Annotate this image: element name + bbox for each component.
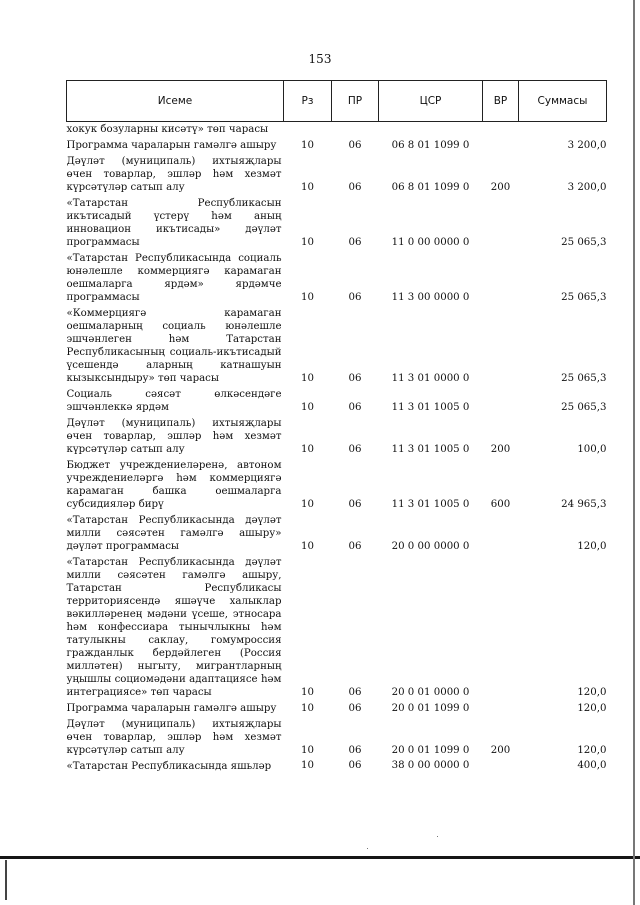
row-sum: 120,0 [577, 745, 607, 756]
row-vr [483, 759, 519, 775]
row-pr: 06 [348, 292, 362, 303]
row-vr [483, 138, 519, 154]
row-name: «Татарстан Республикасында яшьләр [66, 761, 272, 772]
row-sum: 120,0 [577, 687, 607, 698]
header-sum: Суммасы [519, 81, 607, 122]
row-sum: 100,0 [577, 444, 607, 455]
row-csr [379, 122, 483, 139]
row-rz: 10 [301, 745, 314, 756]
header-pr: ПР [332, 81, 379, 122]
table-row [67, 701, 607, 717]
row-rz: 10 [301, 541, 314, 552]
row-rz: 10 [301, 373, 314, 384]
row-pr: 06 [348, 499, 362, 510]
row-sum: 3 200,0 [567, 140, 607, 151]
budget-table [66, 80, 607, 775]
row-sum: 25 065,3 [561, 292, 607, 303]
row-name: Программа чараларын гамәлгә ашыру [66, 703, 277, 714]
row-vr [483, 122, 519, 139]
row-rz: 10 [301, 687, 314, 698]
header-csr: ЦСР [379, 81, 483, 122]
row-name: хокук бозуларны кисәтү» төп чарасы [66, 124, 269, 135]
row-name: «Татарстан Республикасында социаль юнәлешле коммерциягә карамаган оешмаларга ярдәм» ярдәмче программасы [66, 253, 282, 303]
row-name: «Татарстан Республикасында дәүләт милли сәясәтен гамәлгә ашыру, Татарстан Республикасы территориясендә яшәүче халыклар вәкилләренең мәдәни үсеше, этносара һәм конфессиара тынычлыкны һәм татулыкны саклау, гомумроссия гражданлык бердәйлеген (Россия милләтен) ныгыту, мигрантларның уңышлы социомәдәни адаптациясе һәм интеграциясе» төп чарасы [66, 557, 282, 698]
row-name: Дәүләт (муниципаль) ихтыяҗлары өчен товарлар, эшләр һәм хезмәт күрсәтүләр сатып алу [66, 156, 282, 193]
row-rz: 10 [301, 703, 314, 714]
row-sum: 25 065,3 [561, 237, 607, 248]
header-vr: ВР [483, 81, 519, 122]
row-sum: 3 200,0 [567, 182, 607, 193]
row-pr: 06 [348, 182, 362, 193]
scan-speck [437, 836, 438, 837]
row-name: Дәүләт (муниципаль) ихтыяҗлары өчен товарлар, эшләр һәм хезмәт күрсәтүләр сатып алу [66, 719, 282, 756]
row-rz: 10 [301, 140, 314, 151]
row-name: Бюджет учреждениеләренә, автоном учреждениеләргә һәм коммерциягә карамаган башка оешмаларга субсидияләр бирү [66, 460, 282, 510]
scan-left-mark [5, 860, 7, 900]
row-pr: 06 [348, 703, 362, 714]
table-row [67, 138, 607, 154]
row-pr: 06 [348, 541, 362, 552]
row-rz: 10 [301, 402, 314, 413]
row-csr: 20 0 01 1099 0 [391, 703, 470, 714]
row-pr: 06 [348, 745, 362, 756]
row-vr: 200 [490, 745, 511, 756]
row-csr: 11 3 00 0000 0 [391, 292, 470, 303]
row-name: Социаль сәясәт өлкәсендәге эшчәнлеккә ярдәм [66, 389, 282, 413]
row-name: Программа чараларын гамәлгә ашыру [66, 140, 277, 151]
row-vr [483, 196, 519, 251]
row-name: «Татарстан Республикасын икътисадый үстерү һәм аның инновацион икътисады» дәүләт программасы [66, 198, 282, 248]
row-csr: 11 3 01 0000 0 [391, 373, 470, 384]
row-vr: 200 [490, 444, 511, 455]
table-row [67, 759, 607, 775]
scan-speck [367, 848, 368, 849]
row-rz: 10 [301, 237, 314, 248]
row-csr: 11 0 00 0000 0 [391, 237, 470, 248]
row-sum: 120,0 [577, 703, 607, 714]
row-sum: 120,0 [577, 541, 607, 552]
table-row [67, 555, 607, 701]
row-rz: 10 [301, 444, 314, 455]
table-row [67, 122, 607, 139]
row-vr [483, 387, 519, 416]
row-vr: 200 [490, 182, 511, 193]
row-pr: 06 [348, 687, 362, 698]
row-pr: 06 [348, 373, 362, 384]
page-number: 153 [308, 52, 332, 66]
row-vr [483, 701, 519, 717]
row-vr: 600 [490, 499, 511, 510]
row-pr: 06 [348, 402, 362, 413]
row-rz [284, 122, 332, 139]
row-csr: 06 8 01 1099 0 [391, 140, 470, 151]
row-csr: 11 3 01 1005 0 [391, 444, 470, 455]
row-rz: 10 [301, 182, 314, 193]
row-pr: 06 [348, 444, 362, 455]
header-rz: Рз [284, 81, 332, 122]
row-rz: 10 [301, 760, 314, 771]
table-row [67, 306, 607, 387]
row-rz: 10 [301, 292, 314, 303]
row-sum [519, 122, 607, 139]
row-csr: 11 3 01 1005 0 [391, 499, 470, 510]
row-csr: 11 3 01 1005 0 [391, 402, 470, 413]
row-vr [483, 555, 519, 701]
table-row [67, 251, 607, 306]
scan-right-edge [633, 0, 635, 905]
row-pr: 06 [348, 237, 362, 248]
table-row [67, 458, 607, 513]
table-row [67, 416, 607, 458]
row-sum: 25 065,3 [561, 402, 607, 413]
scan-bottom-border [0, 856, 640, 859]
row-vr [483, 513, 519, 555]
table-row [67, 717, 607, 759]
row-rz: 10 [301, 499, 314, 510]
table-header-row [67, 81, 607, 122]
row-vr [483, 306, 519, 387]
row-vr [483, 251, 519, 306]
row-csr: 20 0 00 0000 0 [391, 541, 470, 552]
table-row [67, 196, 607, 251]
row-csr: 06 8 01 1099 0 [391, 182, 470, 193]
row-csr: 20 0 01 1099 0 [391, 745, 470, 756]
row-pr: 06 [348, 760, 362, 771]
row-sum: 400,0 [577, 760, 607, 771]
header-name: Исеме [67, 81, 284, 122]
row-sum: 24 965,3 [561, 499, 607, 510]
table-row [67, 513, 607, 555]
row-csr: 20 0 01 0000 0 [391, 687, 470, 698]
table-row [67, 154, 607, 196]
row-sum: 25 065,3 [561, 373, 607, 384]
row-name: «Татарстан Республикасында дәүләт милли сәясәтен гамәлгә ашыру» дәүләт программасы [66, 515, 282, 552]
row-pr [332, 122, 379, 139]
table-row [67, 387, 607, 416]
row-name: «Коммерциягә карамаган оешмаларның социаль юнәлешле эшчәнлеген һәм Татарстан Республикасының социаль-икътисадый үсешендә аларның катнашуын кызыксындыру» төп чарасы [66, 308, 282, 384]
row-name: Дәүләт (муниципаль) ихтыяҗлары өчен товарлар, эшләр һәм хезмәт күрсәтүләр сатып алу [66, 418, 282, 455]
row-pr: 06 [348, 140, 362, 151]
row-csr: 38 0 00 0000 0 [391, 760, 470, 771]
